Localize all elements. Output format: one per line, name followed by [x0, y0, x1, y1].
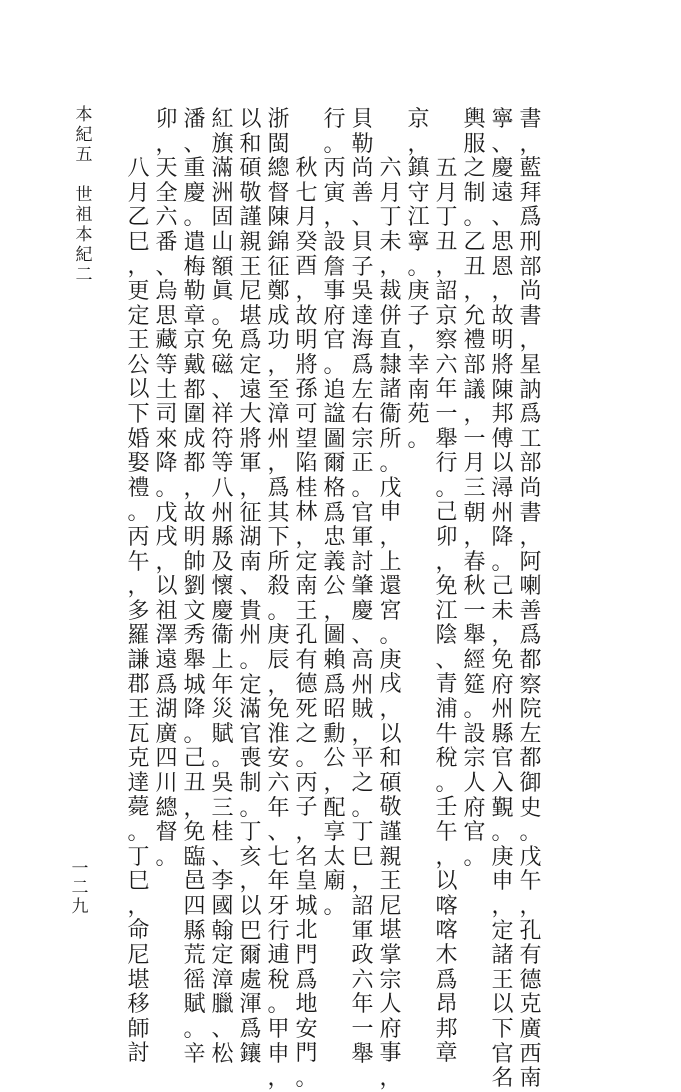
- text-column: 五 月 丁 丑 ， 詔 京 察 六 年 一 舉 行 。 己 卯 ， 免 江 陰 、 青 浦 牛 稅 。 壬 午 ， 以 喀 喀 木 爲 昂 邦 章: [435, 156, 458, 1067]
- text-column: 京 ， 鎮 守 江 寧 。 庚 子 ， 幸 南 苑 。: [407, 107, 430, 452]
- page-number: 一 二 九: [71, 859, 89, 917]
- text-column: 貝 勒 尚 善 、 貝 子 吳 達 海 爲 左 右 宗 正 。 官 軍 討 肇 慶 、 高 州 賊 ， 平 之 。 丁 巳 ， 詔 軍 政 六 年 一 舉: [351, 107, 374, 1067]
- text-column: 八 月 乙 巳 ， 更 定 王 公 以 下 婚 娶 禮 。 丙 午 ， 多 羅 謙 郡 王 瓦 克 達 薨 。 丁 巳 ， 命 尼 堪 移 師 討: [127, 156, 150, 1067]
- text-column: 書 ， 藍 拜 爲 刑 部 尚 書 ， 星 訥 爲 工 部 尚 書 ， 阿 喇 善 爲 都 察 院 左 都 御 史 。 戊 午 ， 孔 有 德 克 廣 西 南: [519, 107, 542, 1092]
- text-column: 紅 旗 滿 洲 固 山 額 眞 。 免 磁 、 祥 符 等 八 州 縣 及 懷 慶 衞 上 年 災 賦 。 吳 三 桂 、 李 國 翰 定 漳 臘 、 松: [211, 107, 234, 1067]
- text-column: 輿 服 之 制 。 乙 丑 ， 允 禮 部 議 ， 一 月 三 朝 ， 春 秋 一 舉 經 筵 。 設 宗 人 府 官 。: [463, 107, 486, 870]
- text-column: 潘 、 重 慶 。 遣 梅 勒 章 京 戴 都 圍 成 都 ， 故 明 帥 劉 文 秀 舉 城 降 。 己 丑 ， 免 臨 邑 四 縣 荒 徭 賦 。 辛: [183, 107, 206, 1067]
- running-header: 本 紀 五 世 祖 本 紀 二: [75, 105, 93, 285]
- text-column: 浙 閩 總 督 陳 錦 征 鄭 成 功 ， 至 漳 州 ， 爲 其 下 所 殺 。 庚 辰 ， 免 淮 安 六 年 、 七 年 牙 行 逋 稅 。 甲 申 ，: [267, 107, 290, 1092]
- text-column: 秋 七 月 癸 酉 ， 故 明 將 孫 可 望 陷 桂 林 ， 定 南 王 孔 有 德 死 之 。 丙 子 ， 名 皇 城 北 門 爲 地 安 門 。: [295, 156, 318, 1091]
- text-column: 卯 ， 天 全 六 番 、 烏 思 藏 等 土 司 來 降 。 戊 戌 ， 以 祖 澤 遠 爲 湖 廣 四 川 總 督 。: [155, 107, 178, 870]
- text-column: 六 月 丁 未 ， 裁 併 直 隸 諸 衞 所 。 戊 申 ， 上 還 宮 。 庚 戌 ， 以 和 碩 敬 謹 親 王 尼 堪 掌 宗 人 府 事 ，: [379, 156, 402, 1091]
- vertical-text-body: [123, 108, 543, 1092]
- text-column: 行 。 丙 寅 ， 設 詹 事 府 官 。 追 諡 圖 爾 格 爲 忠 義 公 ， 圖 賴 爲 昭 勳 公 ， 配 享 太 廟 。: [323, 107, 346, 919]
- text-column: 寧 、 慶 遠 、 思 恩 ， 故 明 將 陳 邦 傅 以 潯 州 降 。 己 未 ， 免 府 州 縣 官 入 覲 。 庚 申 ， 定 諸 王 以 下 官 名: [491, 107, 514, 1092]
- text-column: 以 和 碩 敬 謹 親 王 尼 堪 爲 定 遠 大 將 軍 ， 征 湖 南 、 貴 州 。 定 滿 官 喪 制 。 丁 亥 ， 以 巴 爾 處 渾 爲 鑲: [239, 107, 262, 1067]
